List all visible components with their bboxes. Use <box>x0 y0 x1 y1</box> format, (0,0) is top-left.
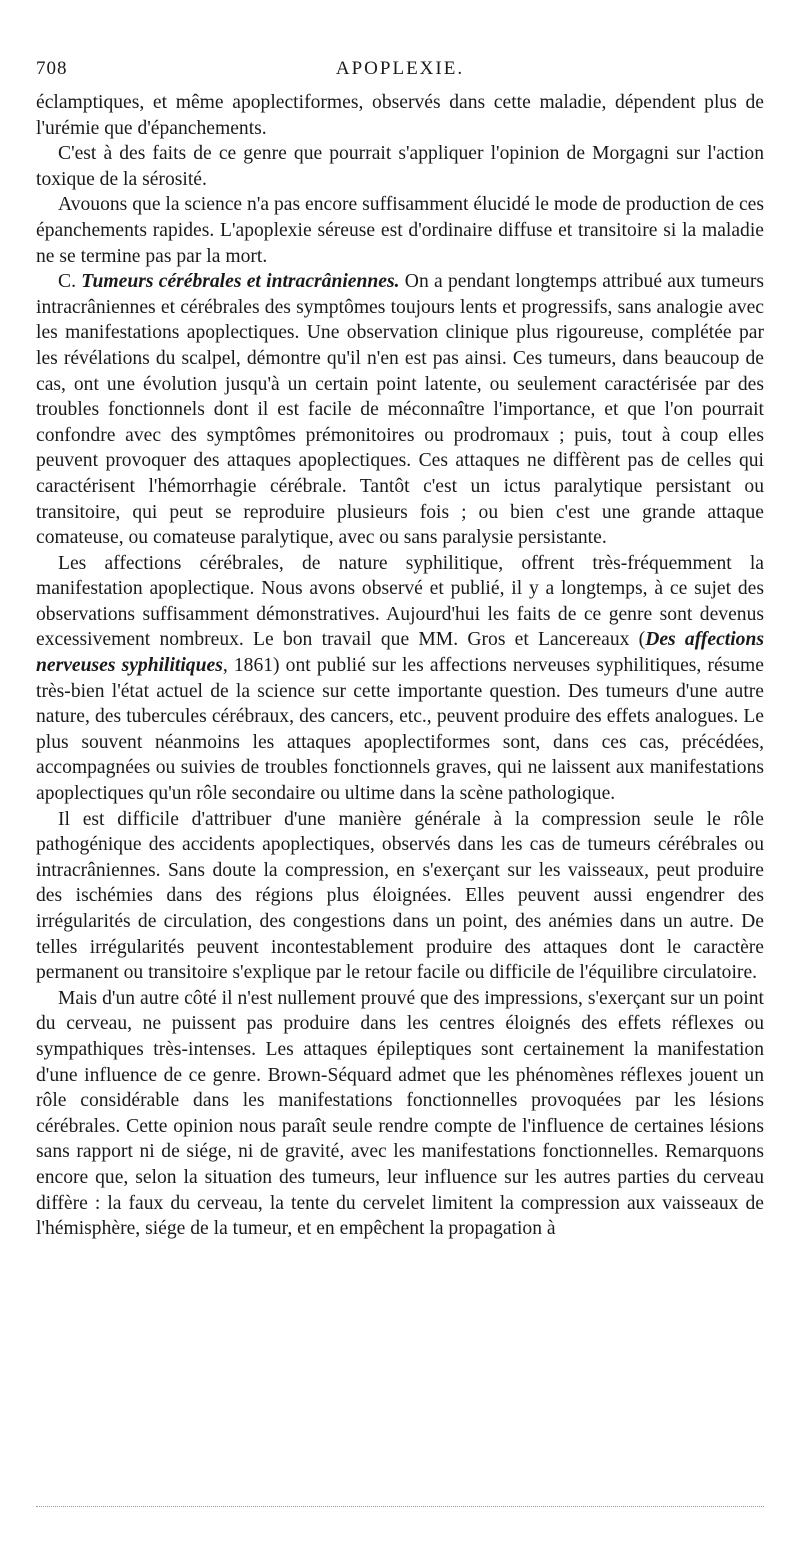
book-title: Des affections nerveuses syphilitiques <box>36 629 764 677</box>
paragraph-text: Mais d'un autre côté il n'est nullement prouvé que des impressions, s'exerçant sur un point du cerveau, ne puissent pas produire dans les centres éloignés des effets réflexes ou sympathiques très-intenses. Les attaques épileptiques sont certainement la manifestation d'une influence de ce genre. Brown-Séquard admet que les phénomènes réflexes jouent un rôle considérable dans les manifestations fonctionnelles provoquées par les lésions cérébrales. Cette opinion nous paraît seule rendre compte de l'influence de certaines lésions sans rapport ni de siége, ni de gravité, avec les manifestations fonctionnelles. Remarquons encore que, selon la situation des tumeurs, leur influence sur les autres parties du cerveau diffère : la faux du cerveau, la tente du cervelet limitent la compression aux vaisseaux de l'hémisphère, siége de la tumeur, et en empêchent la propagation à <box>36 987 764 1240</box>
section-label: C. <box>58 271 76 293</box>
paragraph-text: Avouons que la science n'a pas encore suffisamment élucidé le mode de production de ces épanchements rapides. L'apoplexie séreuse est d'ordinaire diffuse et transitoire si la maladie ne se termine pas par la mort. <box>36 194 764 267</box>
page-number: 708 <box>36 58 68 79</box>
paragraph-text: C'est à des faits de ce genre que pourrait s'appliquer l'opinion de Morgagni sur l'action toxique de la sérosité. <box>36 143 764 190</box>
paragraph-text-before: Les affections cérébrales, de nature syphilitique, offrent très-fréquemment la manifestation apoplectique. Nous avons observé et publié, il y a longtemps, à ce sujet des observations suffisamment démonstratives. Aujourd'hui les faits de ce genre sont devenus excessivement nombreux. Le bon travail que MM. Gros et Lancereaux ( <box>36 552 764 651</box>
paragraph <box>36 551 764 807</box>
running-title: APOPLEXIE. <box>335 58 465 79</box>
paragraph <box>36 192 764 269</box>
paragraph-text: On a pendant longtemps attribué aux tumeurs intracrâniennes et cérébrales des symptômes toujours lents et progressifs, sans analogie avec les manifestations apoplectiques. Une observation clinique plus rigoureuse, complétée par les révélations du scalpel, démontre qu'il n'en est pas ainsi. Ces tumeurs, dans beaucoup de cas, ont une évolution jusqu'à un certain point latente, ou seulement caractérisée par des troubles fonctionnels dont il est facile de méconnaître l'importance, et que l'on pourrait confondre avec des symptômes prémonitoires ou prodromaux ; puis, tout à coup elles peuvent provoquer des attaques apoplectiques. Ces attaques ne diffèrent pas de celles qui caractérisent l'hémorrhagie cérébrale. Tantôt c'est un ictus paralytique persistant ou transitoire, qui peut se reproduire plusieurs fois ; ou bien c'est une grande attaque comateuse, ou comateuse paralytique, avec ou sans paralysie persistante. <box>36 271 764 549</box>
body-text <box>36 90 764 1242</box>
paragraph-text: éclamptiques, et même apoplectiformes, observés dans cette maladie, dépendent plus de l'urémie que d'épanchements. <box>36 92 764 139</box>
footer-rule <box>36 1506 764 1507</box>
page-header <box>36 58 764 84</box>
paragraph-text-after: , 1861) ont publié sur les affections nerveuses syphilitiques, résume très-bien l'état actuel de la science sur cette importante question. Des tumeurs d'une autre nature, des tubercules cérébraux, des cancers, etc., peuvent produire des effets analogues. Le plus souvent néanmoins les attaques apoplectiformes sont, dans ces cas, précédées, accompagnées ou suivies de troubles fonctionnels graves, qui ne laissent aux manifestations apoplectiques qu'un rôle secondaire ou ultime dans la scène pathologique. <box>36 655 764 805</box>
paragraph <box>36 986 764 1242</box>
section-paragraph <box>36 269 764 551</box>
section-heading: Tumeurs cérébrales et intracrâniennes. <box>81 271 400 293</box>
paragraph-text: Il est difficile d'attribuer d'une manière générale à la compression seule le rôle pathogénique des accidents apoplectiques, observés dans les cas de tumeurs cérébrales ou intracrâniennes. Sans doute la compression, en s'exerçant sur les vaisseaux, peut produire des ischémies dans des régions plus éloignées. Elles peuvent aussi engendrer des irrégularités de circulation, des congestions dans un point, des anémies dans un autre. De telles irrégularités peuvent incontestablement produire des attaques dont le caractère permanent ou transitoire s'explique par le retour facile ou difficile de l'équilibre circulatoire. <box>36 808 764 984</box>
paragraph <box>36 807 764 986</box>
paragraph <box>36 141 764 192</box>
paragraph-continuation <box>36 90 764 141</box>
